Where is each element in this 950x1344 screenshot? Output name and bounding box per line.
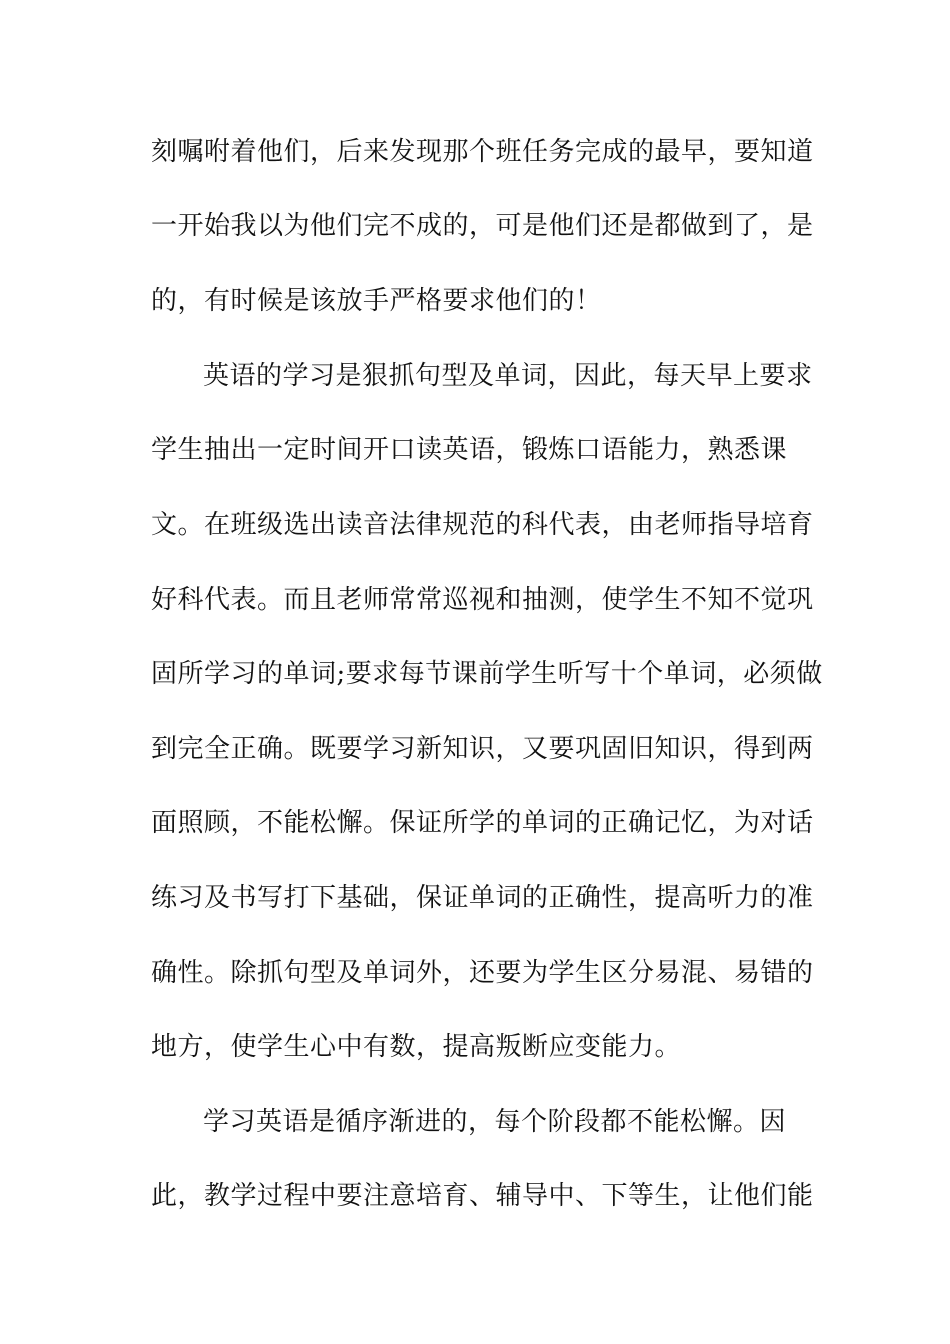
paragraph-first-line: 学习英语是循序渐进的，每个阶段都不能松懈。因 [203,1107,787,1137]
text-line: 文。在班级选出读音法律规范的科代表，由老师指导培育 [151,510,814,540]
text-line: 此，教学过程中要注意培育、辅导中、下等生，让他们能 [151,1181,814,1211]
text-line: 固所学习的单词;要求每节课前学生听写十个单词，必须做 [151,659,823,689]
text-line: 确性。除抓句型及单词外，还要为学生区分易混、易错的 [151,958,814,988]
text-line: 面照顾，不能松懈。保证所学的单词的正确记忆，为对话 [151,808,814,838]
text-line: 好科代表。而且老师常常巡视和抽测，使学生不知不觉巩 [151,585,814,615]
text-line: 地方，使学生心中有数，提高叛断应变能力。 [151,1032,682,1062]
text-line: 学生抽出一定时间开口读英语，锻炼口语能力，熟悉课 [151,435,788,465]
text-line: 练习及书写打下基础，保证单词的正确性，提高听力的准 [151,883,814,913]
text-line: 到完全正确。既要学习新知识，又要巩固旧知识，得到两 [151,734,814,764]
text-line: 一开始我以为他们完不成的，可是他们还是都做到了，是 [151,211,814,241]
text-line: 的，有时候是该放手严格要求他们的！ [151,286,602,316]
text-line: 刻嘱咐着他们，后来发现那个班任务完成的最早，要知道 [151,137,814,167]
paragraph-first-line: 英语的学习是狠抓句型及单词，因此，每天早上要求 [203,361,813,391]
